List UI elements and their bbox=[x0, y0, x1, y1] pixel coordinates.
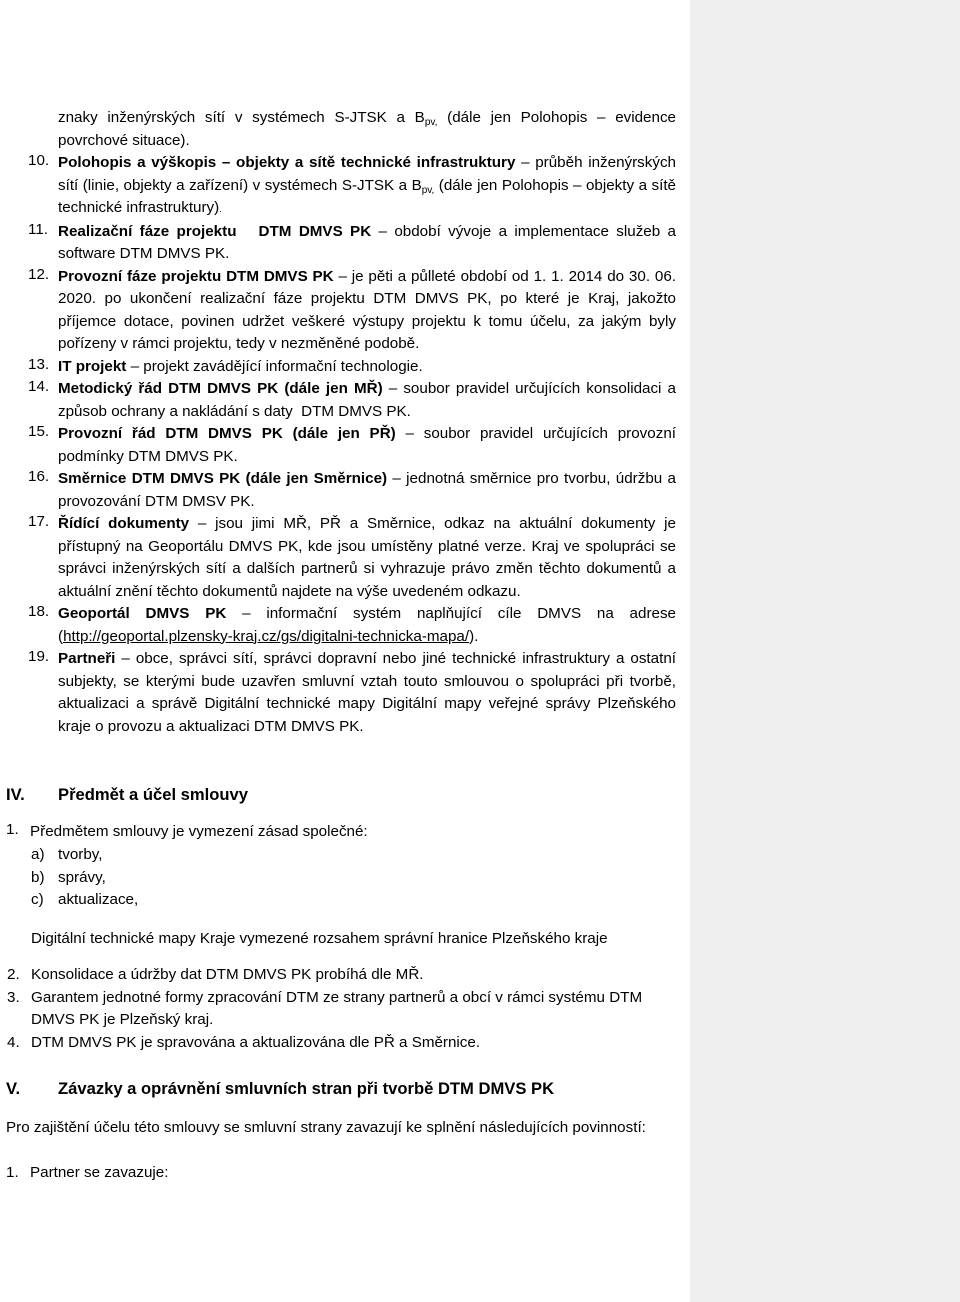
section-v-item-1: 1. Partner se zavazuje: bbox=[6, 1164, 169, 1181]
definition-16: 16. Směrnice DTM DMVS PK (dále jen Směrnice) – jednotná směrnice pro tvorbu, údržbu a provozování DTM DMSV PK. bbox=[28, 468, 676, 510]
definition-17: 17. Řídící dokumenty – jsou jimi MŘ, PŘ a Směrnice, odkaz na aktuální dokumenty je přístupný na Geoportálu DMVS PK, kde jsou umístěny platné verze. Kraj ve spolupráci se správci inženýrských sítí a dalších partnerů si vyhrazuje právo změn těchto dokumentů a aktuální znění těchto dokumentů najdete na výše uvedeném odkazu. bbox=[28, 513, 676, 600]
definition-14: 14. Metodický řád DTM DMVS PK (dále jen MŘ) – soubor pravidel určujících konsolidaci a způsob ochrany a nakládání s daty DTM DMVS PK. bbox=[28, 378, 681, 420]
section-iv-heading: IV. Předmět a účel smlouvy bbox=[6, 785, 248, 804]
subitem-b: b) správy, bbox=[31, 868, 106, 886]
subitem-a: a) tvorby, bbox=[31, 846, 103, 863]
definition-15: 15. Provozní řád DTM DMVS PK (dále jen PŘ) – soubor pravidel určujících provozní podmínky DTM DMVS PK. bbox=[28, 423, 676, 465]
section-iv-items bbox=[7, 964, 677, 1054]
section-iv-item-2: 2. Konsolidace a údržby dat DTM DMVS PK probíhá dle MŘ. bbox=[7, 966, 424, 983]
geoportal-link[interactable]: http://geoportal.plzensky-kraj.cz/gs/digitalni-technicka-mapa/ bbox=[63, 627, 470, 645]
definition-13: 13. IT projekt – projekt zavádějící informační technologie. bbox=[28, 355, 423, 375]
section-iv-item-1: 1. Předmětem smlouvy je vymezení zásad společné: bbox=[6, 821, 368, 840]
definition-18: 18. Geoportál DMVS PK – informační systém naplňující cíle DMVS na adrese (http://geoportal.plzensky-kraj.cz/gs/digitalni-technicka-mapa/). bbox=[28, 603, 676, 645]
comment-margin-panel bbox=[690, 0, 960, 1302]
section-iv-item-4: 4. DTM DMVS PK je spravována a aktualizována dle PŘ a Směrnice. bbox=[7, 1033, 481, 1051]
section-v-intro: Pro zajištění účelu této smlouvy se smluvní strany zavazují ke splnění následujících povinností: bbox=[6, 1119, 646, 1136]
definition-11: 11. Realizační fáze projektu DTM DMVS PK – období vývoje a implementace služeb a software DTM DMVS PK. bbox=[28, 220, 677, 262]
section-iv-subitems bbox=[31, 844, 138, 912]
section-v-heading: V. Závazky a oprávnění smluvních stran při tvorbě DTM DMVS PK bbox=[6, 1079, 555, 1098]
section-iv-scope: Digitální technické mapy Kraje vymezené rozsahem správní hranice Plzeňského kraje bbox=[31, 930, 608, 947]
definition-12: 12. Provozní fáze projektu DTM DMVS PK – je pěti a půlleté období od 1. 1. 2014 do 30. 06. 2020. po ukončení realizační fáze projektu DTM DMVS PK, po které je Kraj, jakožto příjemce dotace, povinen udržet veškeré výstupy projektu k tomu účelu, za jakým byly pořízeny v rámci projektu, tedy v nezměněné podobě. bbox=[28, 265, 676, 352]
definition-19: 19. Partneři – obce, správci sítí, správci dopravní nebo jiné technické infrastruktury a ostatní subjekty, se kterými bude uzavřen smluvní vztah touto smlouvou o spolupráci při tvorbě, aktualizaci a správě Digitální technické mapy Digitální mapy veřejné správy Plzeňského kraje o provozu a aktualizaci DTM DMVS PK. bbox=[28, 648, 676, 735]
definitions-list bbox=[28, 152, 681, 738]
subitem-c: c) aktualizace, bbox=[31, 891, 139, 908]
definition-9-continuation: znaky inženýrských sítí v systémech S-JTSK a $B_{pv,}$ (dále jen Polohopis – evidence povrchové situace). bbox=[58, 109, 676, 149]
section-iv-item-3: 3. Garantem jednotné formy zpracování DTM ze strany partnerů a obcí v rámci systému DTM DMVS PK je Plzeňský kraj. bbox=[7, 988, 643, 1028]
definition-10: 10. Polohopis a výškopis – objekty a sítě technické infrastruktury – průběh inženýrských sítí (linie, objekty a zařízení) v systémech S-JTSK a $B_{pv,}$ (dále jen Polohopis – objekty a sítě technické infrastruktury). bbox=[28, 152, 676, 216]
